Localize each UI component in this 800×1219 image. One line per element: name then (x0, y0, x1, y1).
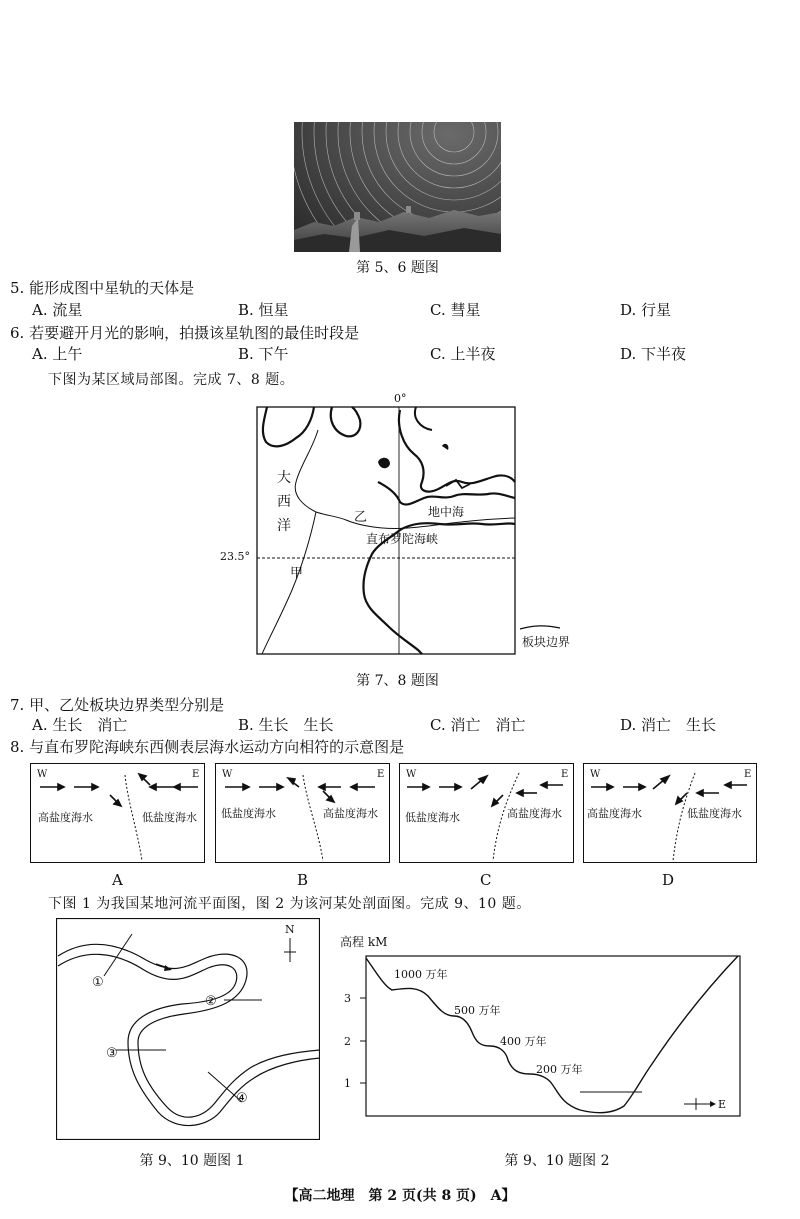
river-section-figure (330, 928, 750, 1128)
q8-letter-a: A (112, 871, 123, 889)
star-trail-photo (294, 122, 501, 252)
q8a-left-label: 高盐度海水 (38, 811, 93, 824)
q8-panel-b[interactable] (215, 763, 390, 863)
q8c-east: E (561, 769, 569, 780)
q8b-east: E (377, 769, 385, 780)
terrace-500: 500 万年 (454, 1004, 501, 1017)
q6-option-b[interactable]: B. 下午 (238, 345, 289, 363)
page-footer: 【高二地理 第 2 页(共 8 页) A】 (284, 1188, 516, 1204)
map-latitude-label: 23.5° (220, 550, 250, 563)
map-ocean-char-3: 洋 (277, 518, 291, 534)
marker-4: ④ (236, 1091, 248, 1106)
q6-option-a[interactable]: A. 上午 (32, 345, 83, 363)
marker-1: ① (92, 975, 104, 990)
q5-option-a[interactable]: A. 流星 (32, 301, 83, 319)
fig2-caption: 第 9、10 题图 2 (504, 1153, 610, 1169)
q8-letter-c: C (480, 871, 492, 889)
fig2-ytick-2: 2 (344, 1035, 351, 1048)
fig2-east: E (718, 1098, 727, 1111)
q5-option-c[interactable]: C. 彗星 (430, 301, 481, 319)
q8d-west: W (590, 769, 601, 780)
q8c-right-label: 高盐度海水 (507, 807, 562, 820)
q8b-left-label: 低盐度海水 (221, 807, 276, 820)
q8-letter-d: D (662, 871, 675, 889)
q8-panel-d[interactable] (583, 763, 757, 863)
fig2-ytick-1: 1 (344, 1077, 351, 1090)
q8d-right-label: 低盐度海水 (687, 807, 742, 820)
map-ocean-char-1: 大 (277, 470, 291, 486)
question-7-stem: 7. 甲、乙处板块边界类型分别是 (10, 696, 225, 714)
q6-option-d[interactable]: D. 下半夜 (620, 345, 687, 363)
map-meridian-label: 0° (394, 392, 407, 405)
fig2-ytick-3: 3 (344, 992, 351, 1005)
question-6-stem: 6. 若要避开月光的影响，拍摄该星轨图的最佳时段是 (10, 324, 360, 342)
q7-option-c[interactable]: C. 消亡 消亡 (430, 716, 526, 734)
q8d-east: E (744, 769, 752, 780)
marker-3: ③ (106, 1046, 118, 1061)
map-legend-label: 板块边界 (522, 635, 571, 649)
q8a-west: W (37, 769, 48, 780)
marker-2: ② (205, 994, 217, 1009)
q8-panel-c[interactable] (399, 763, 574, 863)
photo-caption: 第 5、6 题图 (356, 260, 439, 276)
q8a-east: E (192, 769, 200, 780)
map-mediterranean-label: 地中海 (428, 505, 465, 519)
map-label-jia: 甲 (290, 566, 304, 581)
map-figure (200, 390, 600, 660)
north-label: N (285, 923, 295, 936)
terrace-1000: 1000 万年 (394, 968, 448, 981)
question-5-stem: 5. 能形成图中星轨的天体是 (10, 279, 195, 297)
map-strait-label: 直布罗陀海峡 (366, 532, 439, 546)
q5-option-b[interactable]: B. 恒星 (238, 301, 289, 319)
map-ocean-char-2: 西 (277, 494, 291, 510)
q5-option-d[interactable]: D. 行星 (620, 301, 672, 319)
map-label-yi: 乙 (354, 510, 368, 525)
q8b-right-label: 高盐度海水 (323, 807, 378, 820)
q8d-left-label: 高盐度海水 (587, 807, 642, 820)
q8c-left-label: 低盐度海水 (405, 811, 460, 824)
q8b-west: W (222, 769, 233, 780)
terrace-400: 400 万年 (500, 1035, 547, 1048)
q6-option-c[interactable]: C. 上半夜 (430, 345, 496, 363)
q8a-right-label: 低盐度海水 (142, 811, 197, 824)
question-8-stem: 8. 与直布罗陀海峡东西侧表层海水运动方向相符的示意图是 (10, 738, 405, 756)
q7-option-a[interactable]: A. 生长 消亡 (32, 716, 128, 734)
map-caption: 第 7、8 题图 (356, 673, 439, 689)
fig1-caption: 第 9、10 题图 1 (139, 1153, 245, 1169)
intro-9-10: 下图 1 为我国某地河流平面图，图 2 为该河某处剖面图。完成 9、10 题。 (48, 896, 531, 912)
q8-letter-b: B (297, 871, 309, 889)
q8-panel-a[interactable] (30, 763, 205, 863)
river-plan-figure (56, 918, 320, 1140)
q7-option-d[interactable]: D. 消亡 生长 (620, 716, 717, 734)
q7-option-b[interactable]: B. 生长 生长 (238, 716, 334, 734)
terrace-200: 200 万年 (536, 1063, 583, 1076)
q8c-west: W (406, 769, 417, 780)
intro-7-8: 下图为某区域局部图。完成 7、8 题。 (48, 372, 295, 388)
fig2-ylabel: 高程 kM (340, 935, 388, 949)
